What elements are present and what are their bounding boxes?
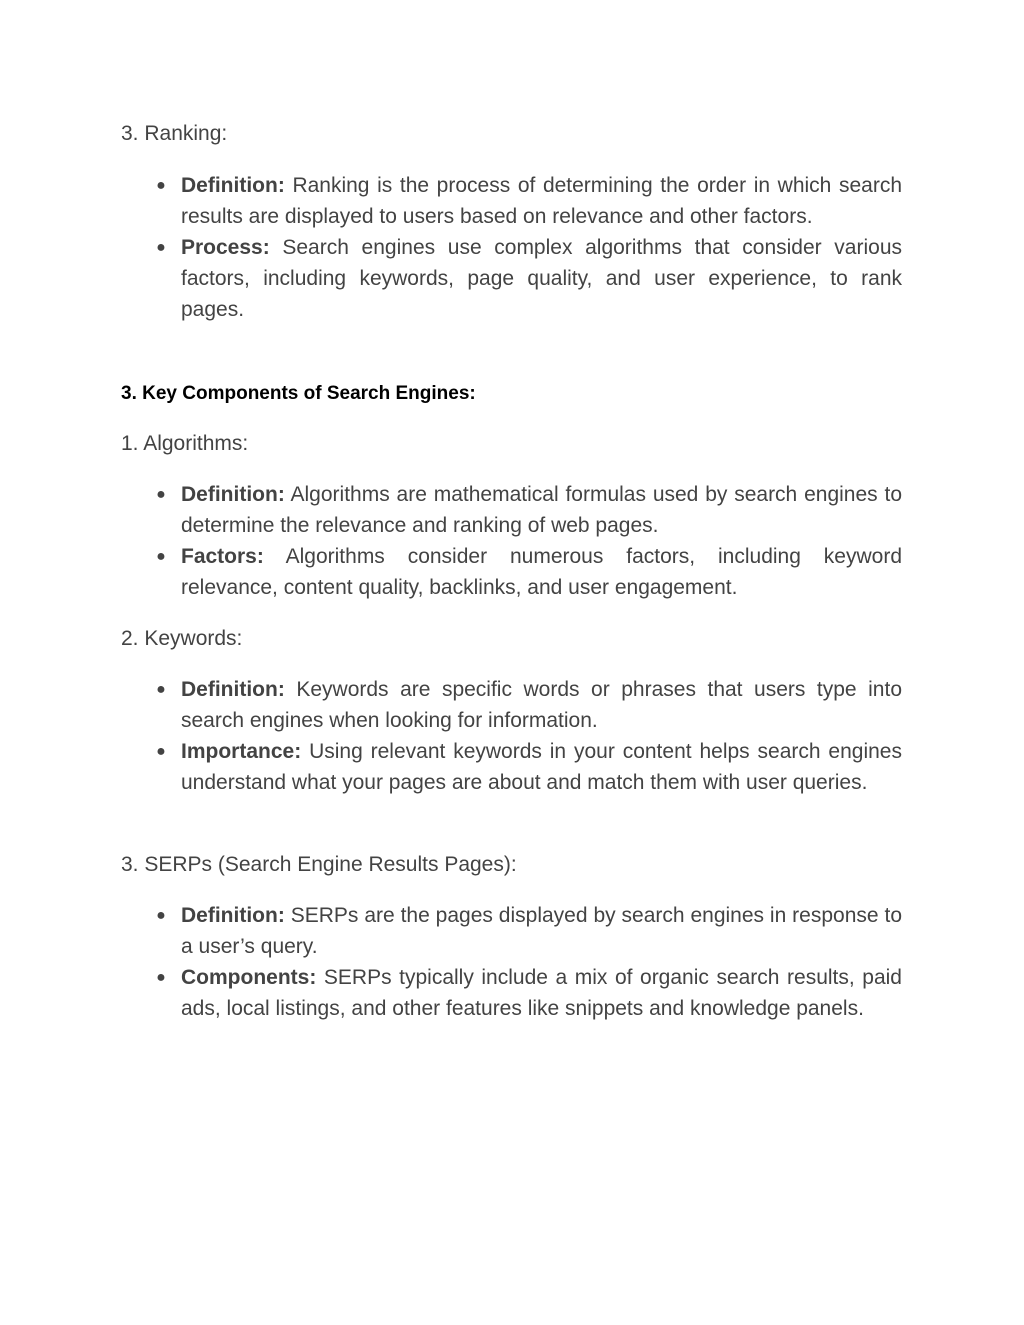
list-item <box>156 674 902 736</box>
bullet-term: Definition: <box>181 678 285 701</box>
bullet-term: Process: <box>181 236 270 259</box>
bullet-icon: ● <box>156 907 166 924</box>
bullet-term: Importance: <box>181 740 302 763</box>
bullet-text: SERPs are the pages displayed by search engines in response to a user’s query. <box>181 904 902 958</box>
subheading-algorithms: 1. Algorithms: <box>121 432 249 455</box>
section-heading: 3. Key Components of Search Engines: <box>121 383 476 404</box>
bullet-text: Using relevant keywords in your content helps search engines understand what your pages are about and match them with user queries. <box>181 740 902 794</box>
bullet-text: Algorithms are mathematical formulas used by search engines to determine the relevance and ranking of web pages. <box>181 483 902 537</box>
bullet-icon: ● <box>156 743 166 760</box>
bullet-term: Definition: <box>181 174 285 197</box>
bullet-term: Factors: <box>181 545 264 568</box>
subheading-keywords: 2. Keywords: <box>121 627 243 650</box>
subheading-serps: 3. SERPs (Search Engine Results Pages): <box>121 853 517 876</box>
list-item <box>156 900 902 962</box>
list-item <box>156 736 902 798</box>
bullet-icon: ● <box>156 969 166 986</box>
bullet-term: Components: <box>181 966 317 989</box>
bullet-icon: ● <box>156 239 166 256</box>
bullet-text: Ranking is the process of determining the order in which search results are displayed to users based on relevance and other factors. <box>181 174 902 228</box>
list-item <box>156 232 902 325</box>
bullet-list-algorithms <box>0 479 902 603</box>
list-item <box>156 479 902 541</box>
list-item <box>156 962 902 1024</box>
bullet-text: SERPs typically include a mix of organic search results, paid ads, local listings, and other features like snippets and knowledge panels. <box>181 966 902 1020</box>
bullet-list-keywords <box>0 674 902 798</box>
bullet-icon: ● <box>156 486 166 503</box>
bullet-text: Keywords are specific words or phrases that users type into search engines when looking for information. <box>181 678 902 732</box>
bullet-icon: ● <box>156 177 166 194</box>
bullet-icon: ● <box>156 681 166 698</box>
bullet-text: Algorithms consider numerous factors, including keyword relevance, content quality, backlinks, and user engagement. <box>181 545 902 599</box>
list-item <box>156 170 902 232</box>
bullet-icon: ● <box>156 548 166 565</box>
bullet-term: Definition: <box>181 904 285 927</box>
bullet-list-serps <box>0 900 902 1024</box>
subheading-ranking: 3. Ranking: <box>121 122 228 145</box>
bullet-term: Definition: <box>181 483 285 506</box>
bullet-text: Search engines use complex algorithms that consider various factors, including keywords, page quality, and user experience, to rank pages. <box>181 236 902 321</box>
bullet-list-ranking <box>0 170 902 325</box>
list-item <box>156 541 902 603</box>
